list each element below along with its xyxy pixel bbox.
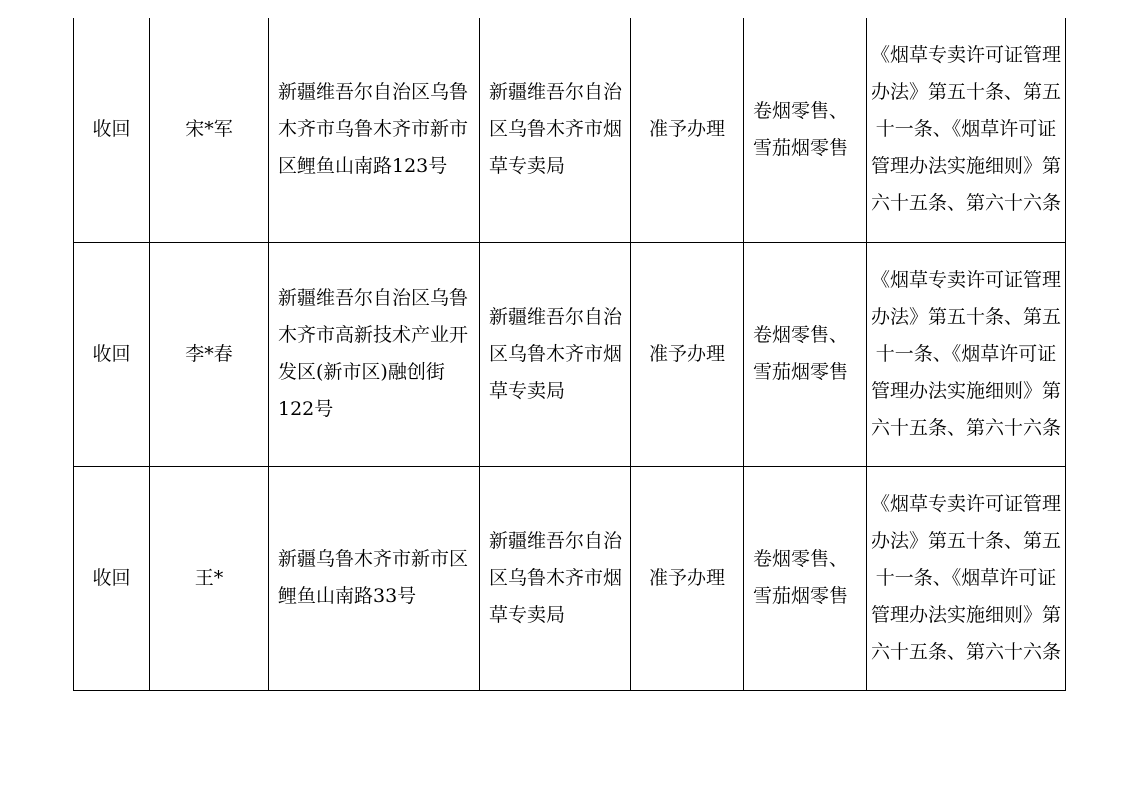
scope-cell: 卷烟零售、雪茄烟零售 (744, 466, 867, 690)
result-cell: 准予办理 (631, 466, 744, 690)
action-cell: 收回 (74, 18, 150, 242)
address-cell: 新疆维吾尔自治区乌鲁木齐市高新技术产业开发区(新市区)融创街122号 (269, 242, 480, 466)
legal-basis-cell: 《烟草专卖许可证管理办法》第五十条、第五十一条、《烟草许可证管理办法实施细则》第六十五条、第六十六条 (867, 18, 1066, 242)
name-cell: 王* (150, 466, 269, 690)
table-row (74, 18, 1066, 242)
authority-cell: 新疆维吾尔自治区乌鲁木齐市烟草专卖局 (480, 466, 631, 690)
name-cell: 宋*军 (150, 18, 269, 242)
result-cell: 准予办理 (631, 18, 744, 242)
address-cell: 新疆乌鲁木齐市新市区鲤鱼山南路33号 (269, 466, 480, 690)
legal-basis-cell: 《烟草专卖许可证管理办法》第五十条、第五十一条、《烟草许可证管理办法实施细则》第六十五条、第六十六条 (867, 466, 1066, 690)
authority-cell: 新疆维吾尔自治区乌鲁木齐市烟草专卖局 (480, 18, 631, 242)
authority-cell: 新疆维吾尔自治区乌鲁木齐市烟草专卖局 (480, 242, 631, 466)
address-cell: 新疆维吾尔自治区乌鲁木齐市乌鲁木齐市新市区鲤鱼山南路123号 (269, 18, 480, 242)
result-cell: 准予办理 (631, 242, 744, 466)
table-row (74, 242, 1066, 466)
scope-cell: 卷烟零售、雪茄烟零售 (744, 242, 867, 466)
action-cell: 收回 (74, 466, 150, 690)
license-records-table (73, 18, 1066, 691)
scope-cell: 卷烟零售、雪茄烟零售 (744, 18, 867, 242)
legal-basis-cell: 《烟草专卖许可证管理办法》第五十条、第五十一条、《烟草许可证管理办法实施细则》第六十五条、第六十六条 (867, 242, 1066, 466)
name-cell: 李*春 (150, 242, 269, 466)
action-cell: 收回 (74, 242, 150, 466)
table-row (74, 466, 1066, 690)
